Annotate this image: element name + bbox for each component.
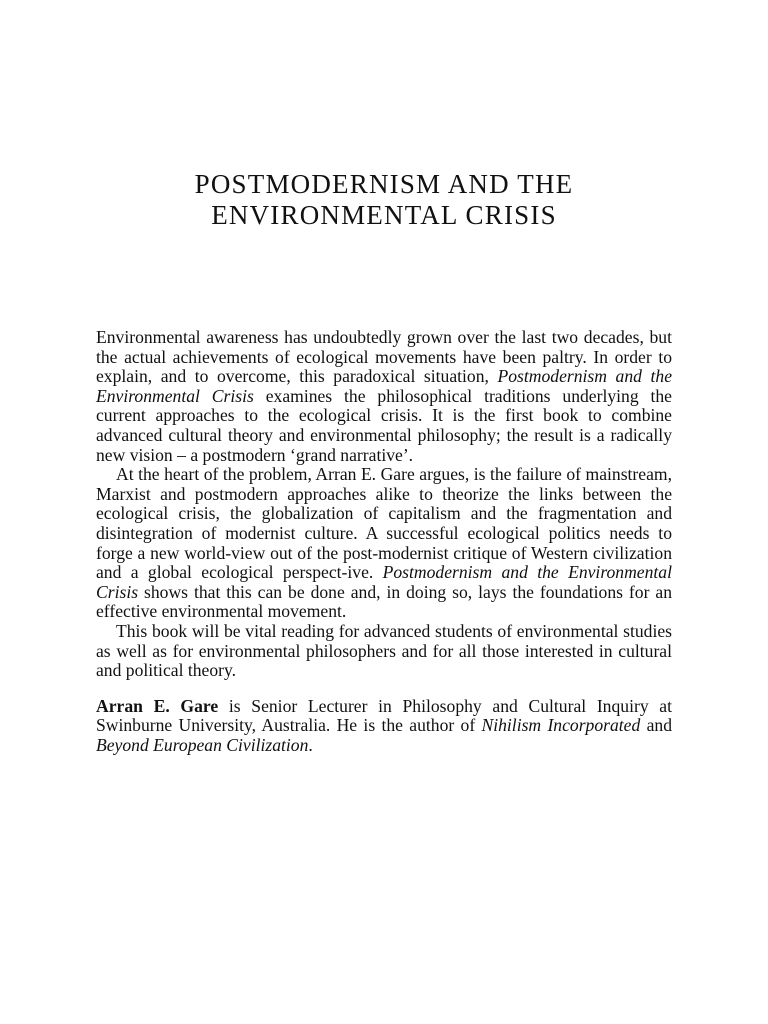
- author-bio-text-a: is Senior Lecturer in Philosophy and Cultural Inquiry at Swinburne University, Australia. He is the author of: [96, 695, 672, 736]
- paragraph-argument: [96, 465, 672, 622]
- book-title-italic: Postmodernism and the Environmental Crisis: [96, 562, 672, 602]
- paragraph-intro-text-a: Environmental awareness has undoubtedly grown over the last two decades, but the actual achievements of ecological movements have been paltry. In order to explain, and to overcome, this paradoxical situation,: [96, 327, 672, 387]
- author-book-2: Beyond European Civilization: [96, 734, 309, 755]
- title-line-1: POSTMODERNISM AND THE: [194, 169, 574, 199]
- title-line-2: ENVIRONMENTAL CRISIS: [211, 200, 557, 230]
- author-bio-text-b: and: [640, 715, 673, 736]
- paragraph-intro-text-b: examines the philosophical traditions underlying the current approaches to the ecological crisis. It is the first book to combine advanced cultural theory and environmental philosophy; the result is a radically new vision – a postmodern ‘grand narrative’.: [96, 385, 672, 465]
- author-bio-text-c: .: [308, 734, 313, 755]
- book-title-italic: Postmodernism and the Environmental Crisis: [96, 366, 672, 406]
- paragraph-intro: [96, 328, 672, 465]
- book-title: [0, 169, 768, 231]
- paragraph-argument-text-b: shows that this can be done and, in doing so, lays the foundations for an effective environmental movement.: [96, 581, 672, 622]
- paragraph-audience: This book will be vital reading for advanced students of environmental studies as well as for environmental philosophers and for all those interested in cultural and political theory.: [96, 620, 672, 681]
- author-bio: [96, 697, 672, 756]
- paragraph-argument-text-a: At the heart of the problem, Arran E. Gare argues, is the failure of mainstream, Marxist and postmodern approaches alike to theorize the links between the ecological crisis, the globalization of capitalism and the fragmentation and disintegration of modernist culture. A successful ecological politics needs to forge a new world-view out of the post-modernist critique of Western civilization and a global ecological perspect-ive.: [96, 464, 672, 583]
- author-book-1: Nihilism Incorporated: [481, 715, 641, 736]
- blurb-body: [96, 328, 672, 755]
- author-name: Arran E. Gare: [96, 695, 219, 716]
